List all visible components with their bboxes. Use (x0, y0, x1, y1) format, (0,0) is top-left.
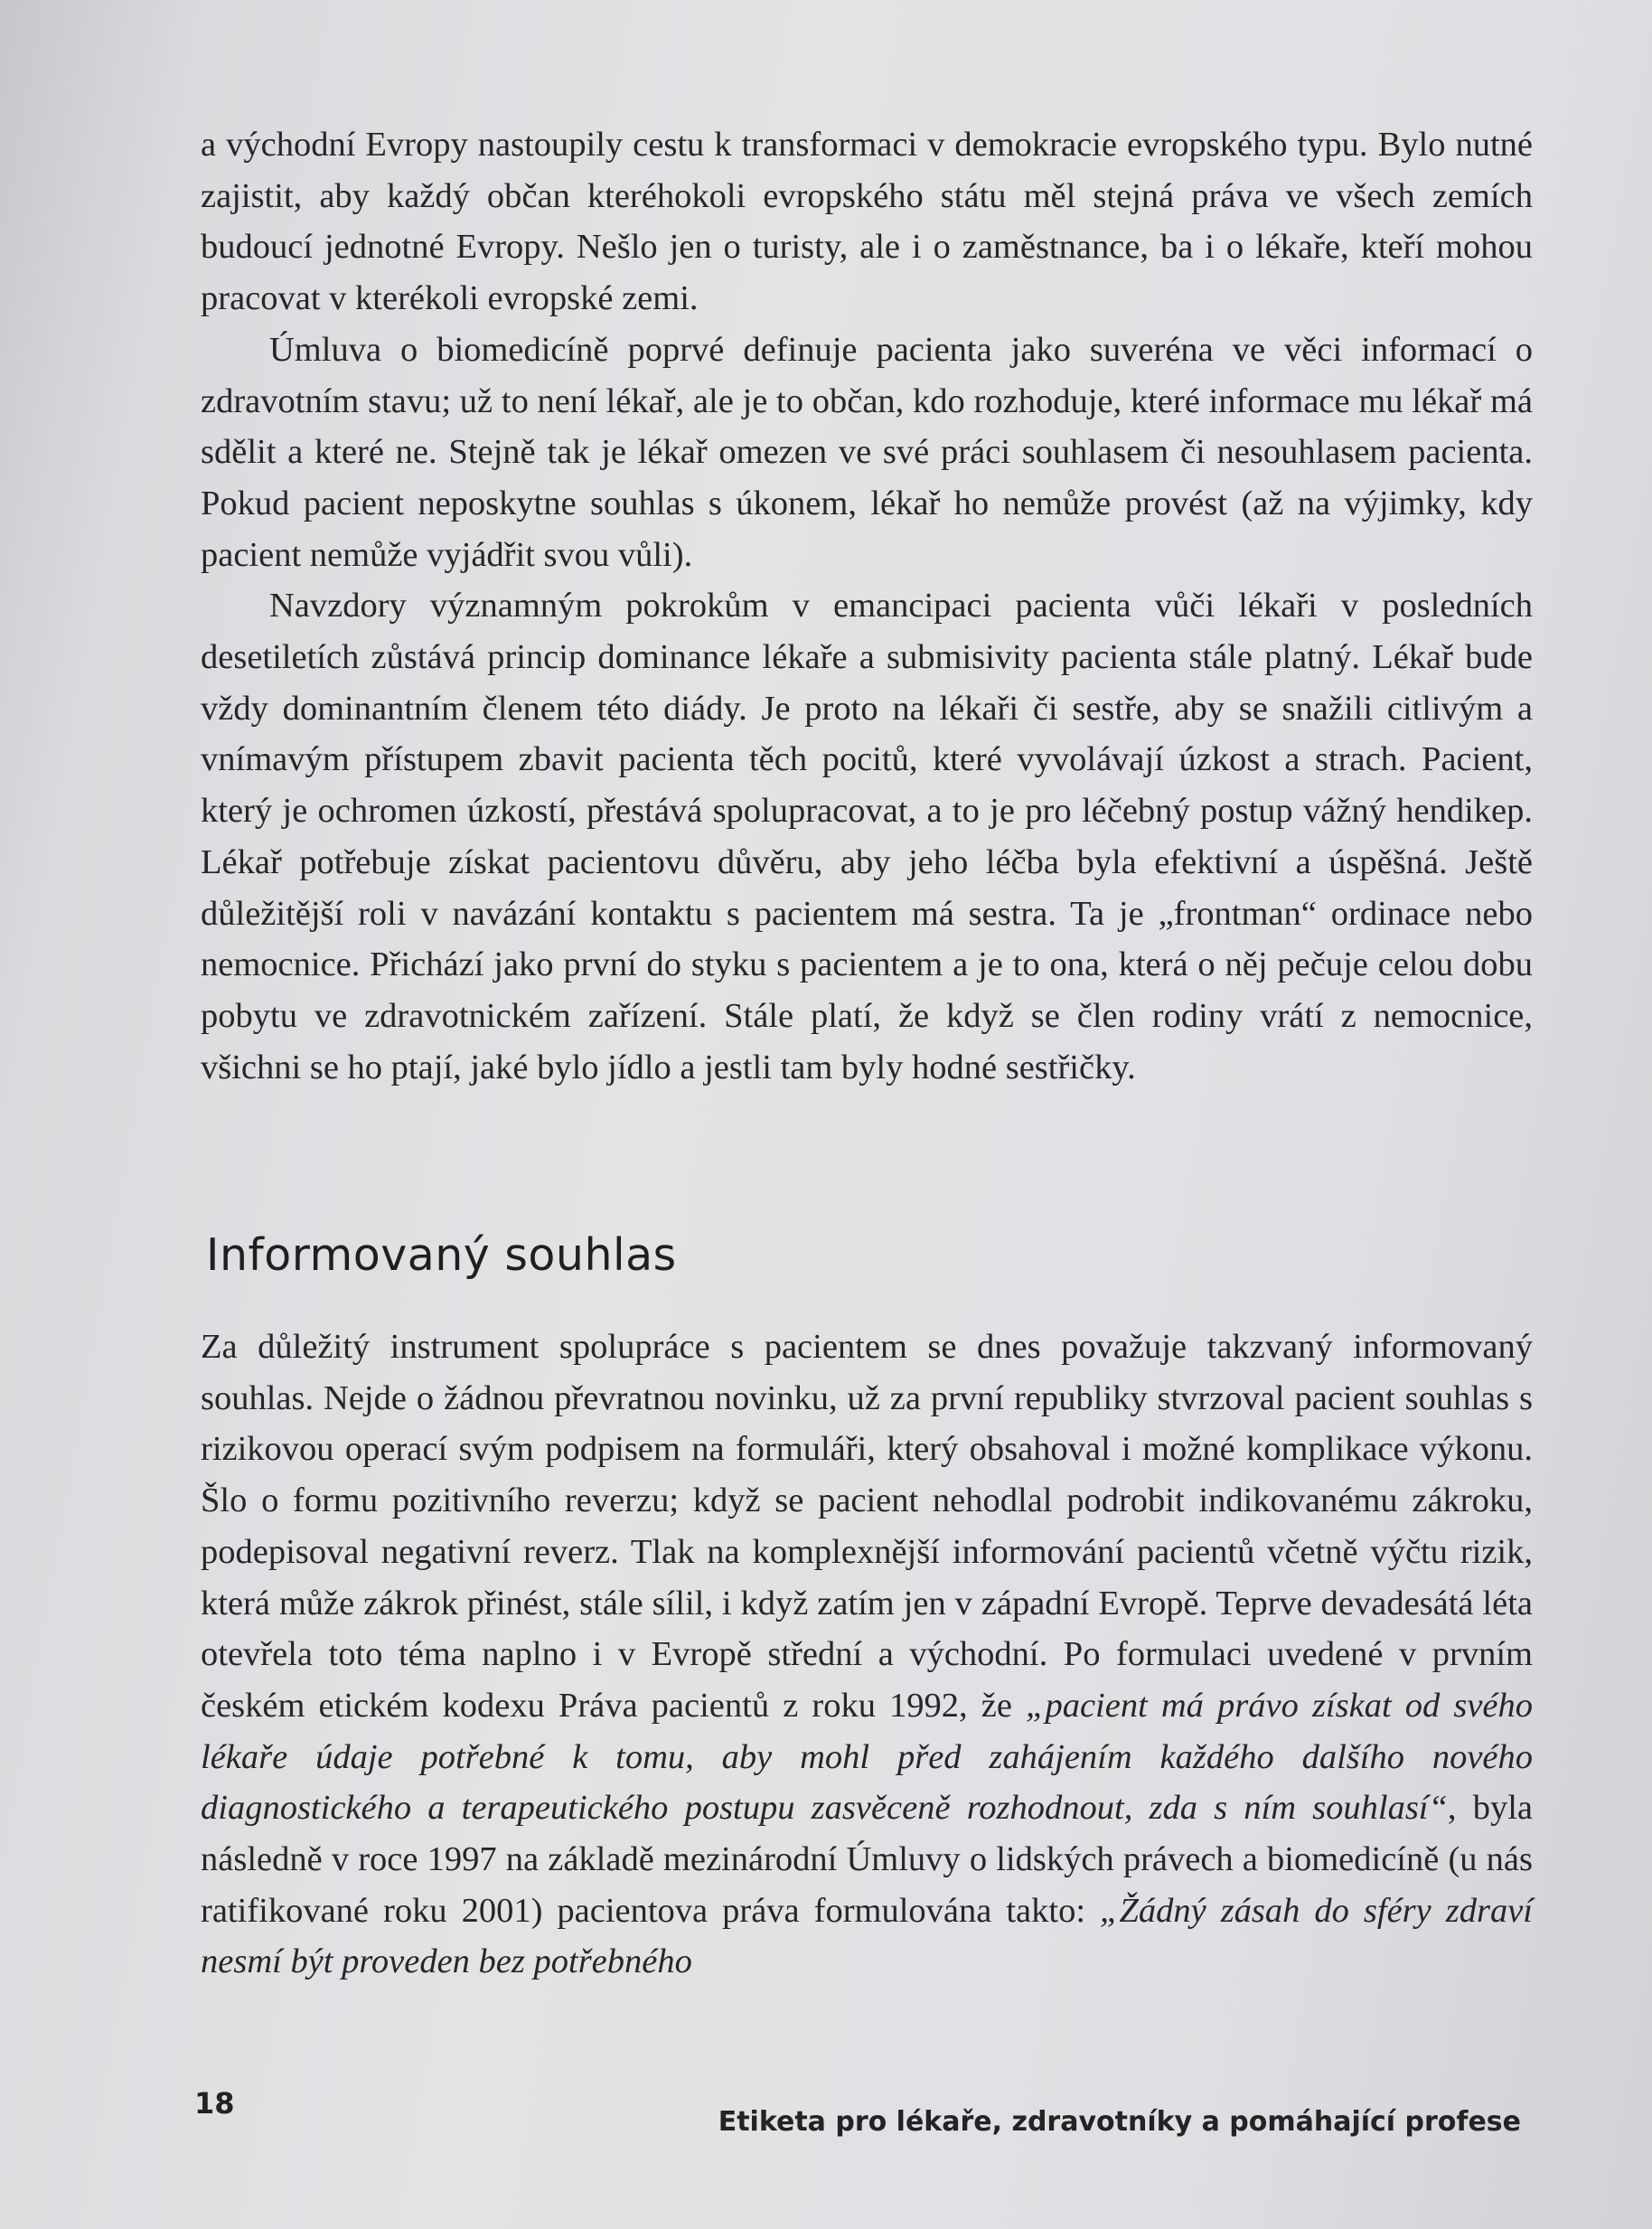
section-heading: Informovaný souhlas (206, 1229, 677, 1281)
text-block-bottom (201, 1321, 1533, 1988)
paragraph-informed-consent (201, 1321, 1533, 1988)
paragraph-continuation: a východní Evropy nastoupily cestu k transformaci v demokracie evropského typu. Bylo nutné zajistit, aby každý občan kteréhokoli evropského státu měl stejná práva ve všech zemích budoucí jednotné Evropy. Nešlo jen o turisty, ale i o zaměstnance, ba i o lékaře, kteří mohou pracovat v kterékoli evropské zemi. (201, 126, 1533, 318)
text-segment: , byla následně v roce 1997 na základě mezinárodní Úmluvy o lidských právech a biomedicíně (u nás ratifikované roku 2001) pacientova práva formulována takto: (201, 1789, 1533, 1930)
page-number: 18 (194, 2086, 235, 2121)
paragraph-umluva: Úmluva o biomedicíně poprvé definuje pacienta jako suveréna ve věci informací o zdravotním stavu; už to není lékař, ale je to občan, kdo rozhoduje, které informace mu lékař má sdělit a které ne. Stejně tak je lékař omezen ve své práci souhlasem či nesouhlasem pacienta. Pokud pacient neposkytne souhlas s úkonem, lékař ho nemůže provést (až na výjimky, kdy pacient nemůže vyjádřit svou vůli). (201, 330, 1533, 574)
paragraph-navzdory: Navzdory významným pokrokům v emancipaci pacienta vůči lékaři v posledních desetiletích zůstává princip dominance lékaře a submisivity pacienta stále platný. Lékař bude vždy dominantním členem této diády. Je proto na lékaři či sestře, aby se snažili citlivým a vnímavým přístupem zbavit pacienta těch pocitů, které vyvolávají úzkost a strach. Pacient, který je ochromen úzkostí, přestává spolupracovat, a to je pro léčebný postup vážný hendikep. Lékař potřebuje získat pacientovu důvěru, aby jeho léčba byla efektivní a úspěšná. Ještě důležitější roli v navázání kontaktu s pacientem má sestra. Ta je „frontman“ ordinace nebo nemocnice. Přichází jako první do styku s pacientem a je to ona, která o něj pečuje celou dobu pobytu ve zdravotnickém zařízení. Stále platí, že když se člen rodiny vrátí z nemocnice, všichni se ho ptají, jaké bylo jídlo a jestli tam byly hodné sestřičky. (201, 587, 1533, 1086)
text-segment: Za důležitý instrument spolupráce s pacientem se dnes považuje takzvaný informovaný souhlas. Nejde o žádnou převratnou novinku, už za první republiky stvrzoval pacient souhlas s rizikovou operací svým podpisem na formuláři, který obsahoval i možné komplikace výkonu. Šlo o formu pozitivního reverzu; když se pacient nehodlal podrobit indikovanému zákroku, podepisoval negativní reverz. Tlak na komplexnější informování pacientů včetně výčtu rizik, která může zákrok přinést, stále sílil, i když zatím jen v západní Evropě. Teprve devadesátá léta otevřela toto téma naplno i v Evropě střední a východní. Po formulaci uvedené v prvním českém etickém kodexu Práva pacientů z roku 1992, že (201, 1328, 1533, 1725)
quote-patient-rights: „pacient má právo získat od svého lékaře údaje potřebné k tomu, aby mohl před zahájením každého dalšího nového diagnostického a terapeutického postupu zasvěceně rozhodnout, zda s ním souhlasí“ (201, 1686, 1533, 1828)
running-footer-title: Etiketa pro lékaře, zdravotníky a pomáhající profese (718, 2106, 1521, 2138)
text-block-top (201, 119, 1533, 1093)
quote-convention: „Žádný zásah do sféry zdraví nesmí být proveden bez potřebného (201, 1891, 1533, 1981)
